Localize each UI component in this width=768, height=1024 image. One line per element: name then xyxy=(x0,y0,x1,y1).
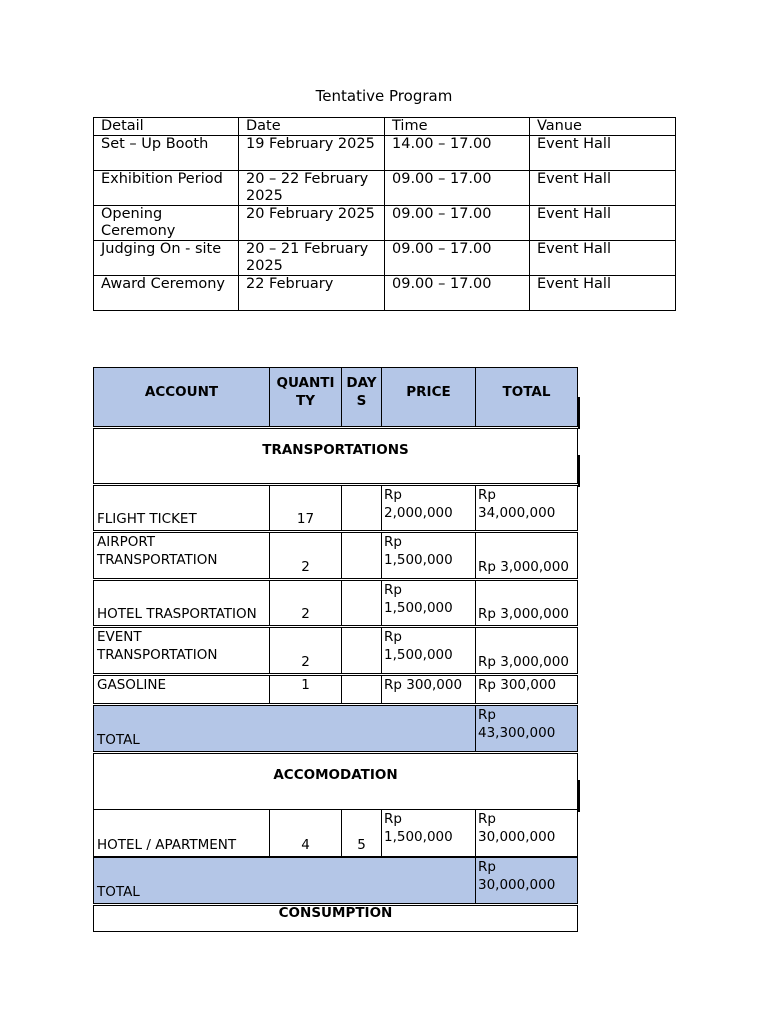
header-total-label: TOTAL xyxy=(502,384,551,400)
detail-cell: Exhibition Period xyxy=(94,171,239,206)
price-amount: 1,500,000 xyxy=(384,829,453,845)
table-row xyxy=(94,241,676,276)
column-header-detail: Detail xyxy=(94,118,239,136)
time-cell: 09.00 – 17.00 xyxy=(385,276,530,311)
column-header-date: Date xyxy=(239,118,385,136)
border-mark xyxy=(578,397,580,429)
date-cell: 22 February xyxy=(239,276,385,311)
time-cell: 09.00 – 17.00 xyxy=(385,241,530,276)
date-cell: 19 February 2025 xyxy=(239,136,385,171)
total-cell: Rp 300,000 xyxy=(475,675,578,704)
total-cell xyxy=(475,485,578,531)
column-header-venue: Vanue xyxy=(530,118,676,136)
column-header-account xyxy=(93,367,270,427)
total-currency: Rp xyxy=(478,487,496,503)
border-mark xyxy=(578,780,580,812)
section-title-consumption: CONSUMPTION xyxy=(93,905,578,932)
price-currency: Rp xyxy=(384,629,402,645)
detail-cell: Award Ceremony xyxy=(94,276,239,311)
days-cell xyxy=(341,485,382,531)
total-cell: Rp 3,000,000 xyxy=(475,627,578,674)
total-currency: Rp xyxy=(478,707,496,723)
price-cell xyxy=(381,532,476,579)
accomodation-total-row xyxy=(93,857,578,904)
account-cell: HOTEL TRASPORTATION xyxy=(93,580,270,626)
table-row xyxy=(94,206,676,241)
detail-cell: Opening Ceremony xyxy=(94,206,239,241)
quantity-cell: 4 xyxy=(269,809,342,857)
days-cell: 5 xyxy=(341,809,382,857)
header-account-label: ACCOUNT xyxy=(144,384,219,400)
price-currency: Rp xyxy=(384,487,402,503)
table-row xyxy=(93,532,578,579)
account-cell: FLIGHT TICKET xyxy=(93,485,270,531)
days-cell xyxy=(341,627,382,674)
price-cell xyxy=(381,809,476,857)
total-cell: Rp 3,000,000 xyxy=(475,580,578,626)
total-amount: 43,300,000 xyxy=(478,725,556,741)
price-currency: Rp xyxy=(384,582,402,598)
budget-header-row xyxy=(93,367,578,427)
time-cell: 09.00 – 17.00 xyxy=(385,171,530,206)
total-label: TOTAL xyxy=(93,705,476,752)
column-header-total xyxy=(475,367,578,427)
program-title: Tentative Program xyxy=(315,87,453,105)
price-amount: 1,500,000 xyxy=(384,552,453,568)
border-mark xyxy=(578,455,580,487)
venue-cell: Event Hall xyxy=(530,136,676,171)
tentative-program-table xyxy=(93,117,676,311)
price-cell xyxy=(381,485,476,531)
section-row-transportations xyxy=(93,428,578,484)
column-header-quantity xyxy=(269,367,342,427)
column-header-days xyxy=(341,367,382,427)
header-price-label: PRICE xyxy=(406,384,451,400)
header-quantity-line1: QUANTI xyxy=(276,375,335,391)
account-line1: EVENT xyxy=(97,629,142,645)
price-amount: 1,500,000 xyxy=(384,600,453,616)
account-cell xyxy=(93,627,270,674)
quantity-cell: 2 xyxy=(269,580,342,626)
table-row xyxy=(94,276,676,311)
days-cell xyxy=(341,675,382,704)
venue-cell: Event Hall xyxy=(530,171,676,206)
total-currency: Rp xyxy=(478,859,496,875)
table-row xyxy=(93,580,578,626)
days-cell xyxy=(341,580,382,626)
price-amount: 1,500,000 xyxy=(384,647,453,663)
venue-cell: Event Hall xyxy=(530,276,676,311)
detail-cell: Judging On - site xyxy=(94,241,239,276)
total-cell xyxy=(475,809,578,857)
column-header-time: Time xyxy=(385,118,530,136)
account-cell: GASOLINE xyxy=(93,675,270,704)
quantity-cell: 17 xyxy=(269,485,342,531)
table-row xyxy=(94,136,676,171)
total-cell: Rp 3,000,000 xyxy=(475,532,578,579)
column-header-price xyxy=(381,367,476,427)
total-currency: Rp xyxy=(478,811,496,827)
table-row xyxy=(93,627,578,674)
section-title-accomodation: ACCOMODATION xyxy=(93,753,578,810)
table-row xyxy=(93,809,578,857)
table-row xyxy=(93,485,578,531)
total-value xyxy=(475,857,578,904)
quantity-cell: 2 xyxy=(269,532,342,579)
section-row-accomodation xyxy=(93,753,578,810)
quantity-cell: 1 xyxy=(269,675,342,704)
table-row xyxy=(93,675,578,704)
total-amount: 34,000,000 xyxy=(478,505,556,521)
section-row-consumption xyxy=(93,905,578,932)
date-cell: 20 – 22 February 2025 xyxy=(239,171,385,206)
header-days-line2: S xyxy=(356,393,367,409)
price-currency: Rp xyxy=(384,534,402,550)
price-cell xyxy=(381,627,476,674)
total-value xyxy=(475,705,578,752)
price-cell: Rp 300,000 xyxy=(381,675,476,704)
total-label: TOTAL xyxy=(93,857,476,904)
detail-cell: Set – Up Booth xyxy=(94,136,239,171)
price-cell xyxy=(381,580,476,626)
header-days-line1: DAY xyxy=(346,375,377,391)
table-header-row xyxy=(94,118,676,136)
days-cell xyxy=(341,532,382,579)
price-currency: Rp xyxy=(384,811,402,827)
venue-cell: Event Hall xyxy=(530,241,676,276)
section-title-transportations: TRANSPORTATIONS xyxy=(93,428,578,484)
price-amount: 2,000,000 xyxy=(384,505,453,521)
total-amount: 30,000,000 xyxy=(478,829,556,845)
time-cell: 14.00 – 17.00 xyxy=(385,136,530,171)
time-cell: 09.00 – 17.00 xyxy=(385,206,530,241)
account-cell xyxy=(93,532,270,579)
account-line2: TRANSPORTATION xyxy=(97,647,218,663)
date-cell: 20 – 21 February 2025 xyxy=(239,241,385,276)
account-line1: AIRPORT xyxy=(97,534,156,550)
venue-cell: Event Hall xyxy=(530,206,676,241)
table-row xyxy=(94,171,676,206)
transport-total-row xyxy=(93,705,578,752)
account-line2: TRANSPORTATION xyxy=(97,552,218,568)
header-quantity-line2: TY xyxy=(296,393,315,409)
date-cell: 20 February 2025 xyxy=(239,206,385,241)
account-cell: HOTEL / APARTMENT xyxy=(93,809,270,857)
quantity-cell: 2 xyxy=(269,627,342,674)
total-amount: 30,000,000 xyxy=(478,877,556,893)
